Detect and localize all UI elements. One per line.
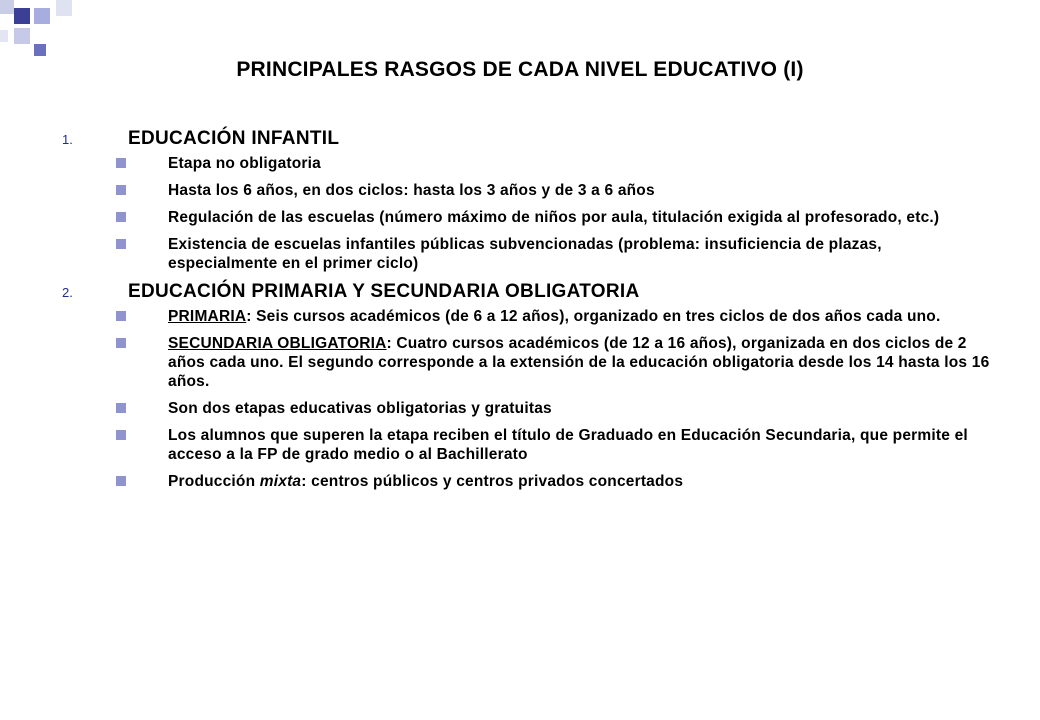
list-item	[62, 307, 992, 326]
decor-square	[34, 44, 46, 56]
square-bullet-icon	[116, 403, 126, 413]
square-bullet-icon	[116, 158, 126, 168]
list-item	[62, 334, 992, 391]
item-text: Hasta los 6 años, en dos ciclos: hasta los 3 años y de 3 a 6 años	[168, 182, 655, 199]
slide-content	[62, 128, 992, 499]
section-number: 2.	[62, 285, 73, 300]
item-lead-underlined: SECUNDARIA OBLIGATORIA	[168, 335, 387, 352]
bullet-list	[62, 154, 992, 273]
item-text: Los alumnos que superen la etapa reciben el título de Graduado en Educación Secundaria, que permite el acceso a la FP de grado medio o al Bachillerato	[168, 427, 968, 463]
item-text: Etapa no obligatoria	[168, 155, 321, 172]
square-bullet-icon	[116, 338, 126, 348]
item-lead-underlined: PRIMARIA	[168, 308, 247, 325]
list-item	[62, 426, 992, 464]
square-bullet-icon	[116, 311, 126, 321]
corner-decoration	[0, 0, 80, 60]
square-bullet-icon	[116, 185, 126, 195]
list-item	[62, 399, 992, 418]
bullet-list	[62, 307, 992, 491]
item-text: : Cuatro cursos académicos (de 12 a 16 años), organizada en dos ciclos de 2 años cada uno. El segundo corresponde a la extensión de la educación obligatoria desde los 14 hasta los 16 años.	[168, 335, 990, 390]
square-bullet-icon	[116, 430, 126, 440]
item-text-italic: mixta	[259, 473, 302, 490]
slide-title: PRINCIPALES RASGOS DE CADA NIVEL EDUCATIVO (I)	[236, 58, 804, 81]
list-item	[62, 208, 992, 227]
list-item	[62, 235, 992, 273]
section-title: EDUCACIÓN PRIMARIA Y SECUNDARIA OBLIGATORIA	[128, 281, 640, 302]
decor-square	[0, 30, 8, 42]
item-text: Son dos etapas educativas obligatorias y gratuitas	[168, 400, 552, 417]
square-bullet-icon	[116, 212, 126, 222]
section-heading	[62, 281, 992, 303]
decor-square	[34, 8, 50, 24]
section-number: 1.	[62, 132, 73, 147]
square-bullet-icon	[116, 239, 126, 249]
section-title: EDUCACIÓN INFANTIL	[128, 128, 340, 149]
list-item	[62, 181, 992, 200]
decor-square	[0, 0, 14, 14]
decor-square	[56, 0, 72, 16]
square-bullet-icon	[116, 476, 126, 486]
section-heading	[62, 128, 992, 150]
list-item	[62, 154, 992, 173]
item-text: : Seis cursos académicos (de 6 a 12 años), organizado en tres ciclos de dos años cada uno.	[246, 308, 941, 325]
item-text: Regulación de las escuelas (número máximo de niños por aula, titulación exigida al profesorado, etc.)	[168, 209, 940, 226]
list-item	[62, 472, 992, 491]
decor-square	[14, 8, 30, 24]
item-text: : centros públicos y centros privados concertados	[301, 473, 684, 490]
decor-square	[14, 28, 30, 44]
item-text-pre: Producción	[168, 473, 260, 490]
item-text: Existencia de escuelas infantiles públicas subvencionadas (problema: insuficiencia de plazas, especialmente en el primer ciclo)	[168, 236, 882, 272]
